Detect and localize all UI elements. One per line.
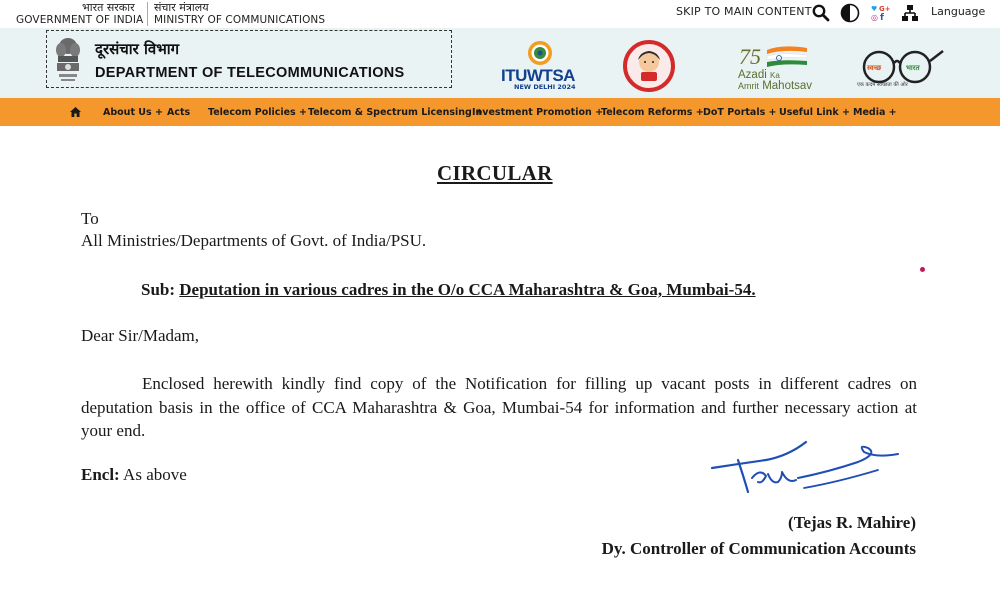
social-media-icon[interactable] [869,3,889,23]
svg-text:◎: ◎ [871,13,878,22]
svg-text:G+: G+ [879,5,891,13]
document-title: CIRCULAR [437,161,553,185]
nav-item-investment-promotion[interactable]: Investment Promotion + [472,107,604,118]
subject-line [141,280,756,300]
azadi-word: Azadi [738,69,767,81]
svg-text:♥: ♥ [871,5,878,13]
nav-item-media[interactable]: Media + [853,107,897,118]
signatory-name: (Tejas R. Mahire) [788,513,916,532]
body-paragraph: Enclosed herewith kindly find copy of the Notification for filling up vacant posts in different cadres on deputation basis in the office of CCA Maharashtra & Goa, Mumbai-54 for information and further necessary action at your end. [81,374,917,440]
azadi-ka-amrit-mahotsav-logo-icon[interactable] [737,42,809,72]
amrit-word: Amrit [738,81,759,91]
enclosure-text: As above [123,465,187,484]
azadi-number: 75 [739,44,761,69]
stray-mark [920,267,925,272]
subject-label: Sub: [141,280,176,299]
handwritten-signature [708,438,900,508]
svg-text:स्वच्छ: स्वच्छ [867,64,882,72]
azadi-ka-amrit-mahotsav-text [738,70,812,91]
mahotsav-word: Mahotsav [762,80,813,92]
nav-item-useful-link[interactable]: Useful Link + [779,107,850,118]
national-emblem-icon [53,34,83,84]
top-strip-divider [147,2,148,26]
ministry-label-hindi: संचार मंत्रालय [154,1,209,14]
itu-wtsa-logo-icon[interactable] [525,39,555,67]
svg-text:f: f [880,13,884,23]
department-name-hindi: दूरसंचार विभाग [95,40,180,58]
skip-to-main-content-link[interactable]: SKIP TO MAIN CONTENT [676,5,812,18]
to-label: To [81,209,99,228]
ministry-label-english: MINISTRY OF COMMUNICATIONS [154,14,326,26]
site-header [0,28,1000,98]
government-label-english: GOVERNMENT OF INDIA [16,14,144,26]
nav-item-telecom-spectrum-licensing[interactable]: Telecom & Spectrum Licensing + [308,107,484,118]
enclosure-label: Encl: [81,465,120,484]
signatory-designation: Dy. Controller of Communication Accounts [601,539,916,558]
subject-text: Deputation in various cadres in the O/o CCA Maharashtra & Goa, Mumbai-54. [179,280,756,299]
language-selector[interactable]: Language [931,5,986,18]
nav-item-about-us[interactable]: About Us + [103,107,163,118]
svg-text:भारत: भारत [906,64,920,72]
itu-wtsa-logo-text-value: ITUWTSA [501,66,575,85]
itu-wtsa-logo-subtext: NEW DELHI 2024 [514,83,576,91]
sitemap-icon[interactable] [900,3,920,23]
swachh-bharat-logo-icon[interactable] [853,49,945,89]
contrast-icon[interactable] [840,3,860,23]
enclosure-line [81,465,187,485]
nav-item-telecom-reforms[interactable]: Telecom Reforms + [601,107,704,118]
government-label-hindi: भारत सरकार [82,1,135,14]
ka-word: Ka [769,71,780,80]
beti-bachao-logo-icon[interactable] [624,40,674,92]
department-branding[interactable] [46,30,452,88]
salutation: Dear Sir/Madam, [81,326,200,345]
search-icon[interactable] [811,3,831,23]
nav-item-dot-portals[interactable]: DoT Portals + [703,107,777,118]
nav-item-acts[interactable]: Acts [167,107,191,118]
ministry-label [154,1,325,27]
nav-item-telecom-policies[interactable]: Telecom Policies + [208,107,307,118]
to-recipients: All Ministries/Departments of Govt. of India/PSU. [81,231,427,250]
home-icon[interactable] [70,107,81,117]
top-strip [0,0,1000,28]
government-label [16,1,143,27]
swachh-sub-text: एक कदम स्वच्छता की ओर [857,82,908,88]
circular-document [0,126,1000,602]
department-name-english: DEPARTMENT OF TELECOMMUNICATIONS [95,65,405,81]
